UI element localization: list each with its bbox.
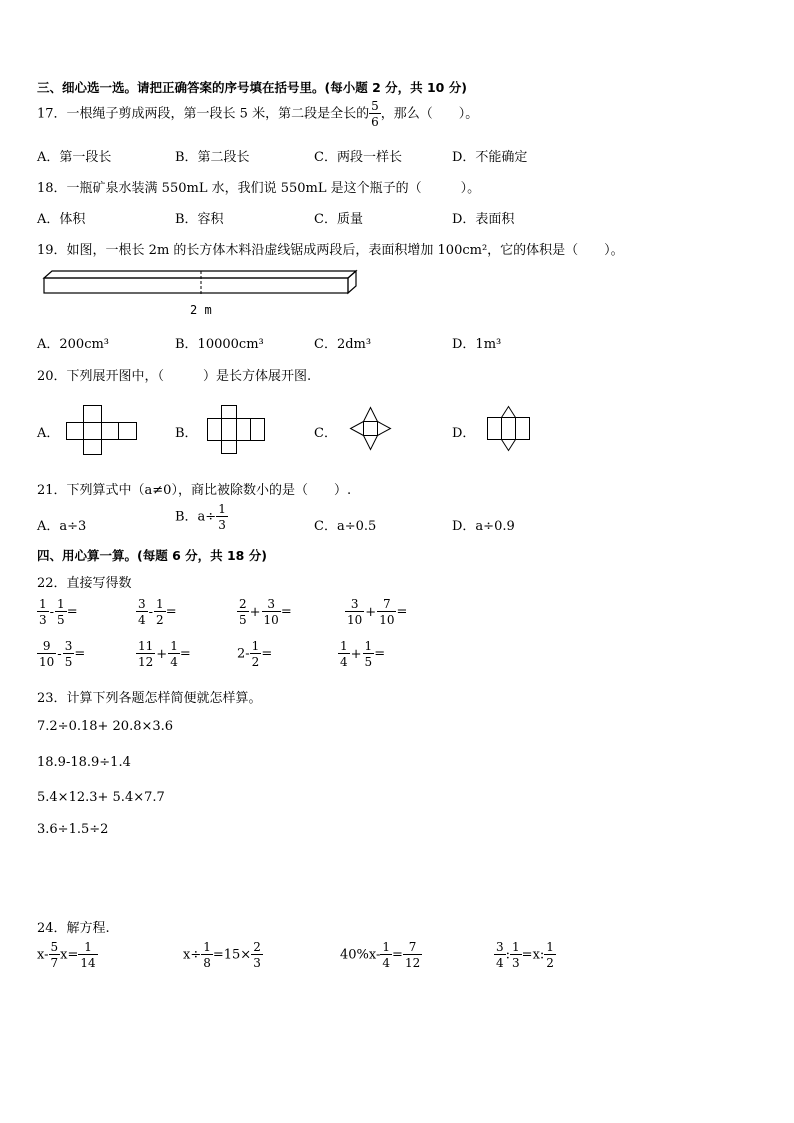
q21-option-b-prefix: B．a÷ (175, 509, 217, 525)
section4-heading: 四、用心算一算。(每题 6 分，共 18 分) (37, 548, 267, 563)
q18-stem: 18．一瓶矿泉水装满 550mL 水，我们说 550mL 是这个瓶子的（ ）。 (37, 181, 481, 196)
q21-option-b[interactable] (175, 503, 228, 531)
q21-b-denominator: 3 (218, 518, 226, 532)
q19-option-c[interactable]: C．2dm³ (314, 337, 372, 352)
q19-figure-label: 2 m (190, 303, 212, 317)
q21-option-a[interactable]: A．a÷3 (37, 519, 87, 534)
q22-r1-item1: $\frac{1}{3}$ - $\frac{1}{5}$ = (39, 597, 78, 627)
q17-option-d[interactable]: D．不能确定 (452, 150, 528, 165)
q18-option-a[interactable]: A．体积 (37, 212, 86, 227)
q20-option-c[interactable]: C． (314, 426, 337, 441)
q21-option-c[interactable]: C．a÷0.5 (314, 519, 377, 534)
q17-frac-denominator: 6 (371, 115, 379, 129)
q18-option-d[interactable]: D．表面积 (452, 212, 515, 227)
q17-frac-numerator: 5 (371, 99, 379, 113)
q23-stem: 23．计算下列各题怎样简便就怎样算。 (37, 691, 262, 706)
q22-r1-item4: $\frac{3}{10}$ + $\frac{7}{10}$ = (347, 597, 408, 627)
q24-equation-2: x÷ $\frac{1}{8}$ =15× $\frac{2}{3}$ (183, 940, 261, 970)
q17-prefix: 17．一根绳子剪成两段，第一段长 5 米，第二段是全长的 (37, 106, 370, 122)
q22-r2-item3: 2- $\frac{1}{2}$ = (237, 639, 273, 669)
q21-option-b-fraction (216, 503, 228, 531)
q24-stem: 24．解方程. (37, 921, 110, 936)
q20-net-c-icon (349, 406, 393, 452)
q23-item-3: 5.4×12.3+ 5.4×7.7 (37, 790, 165, 805)
q19-option-d[interactable]: D．1m³ (452, 337, 502, 352)
q19-option-a[interactable]: A．200cm³ (37, 337, 110, 352)
q21-stem: 21．下列算式中（a≠0），商比被除数小的是（ ）. (37, 483, 352, 498)
q20-net-b-icon (207, 404, 267, 456)
q22-r2-item1: $\frac{9}{10}$ - $\frac{3}{5}$ = (39, 639, 86, 669)
q24-equation-3: 40%x- $\frac{1}{4}$ = $\frac{7}{12}$ (340, 940, 421, 970)
q21-option-d[interactable]: D．a÷0.9 (452, 519, 515, 534)
q17-stem (37, 100, 478, 128)
q24-equation-1: x- $\frac{5}{7}$ x= $\frac{1}{14}$ (37, 940, 96, 970)
q24-equation-4: $\frac{3}{4}$ : $\frac{1}{3}$ =x: $\frac{1}{2}$ (496, 940, 554, 970)
q23-item-4: 3.6÷1.5÷2 (37, 822, 109, 837)
q19-option-b[interactable]: B．10000cm³ (175, 337, 264, 352)
q17-fraction (369, 100, 381, 128)
q19-stem: 19．如图，一根长 2m 的长方体木料沿虚线锯成两段后，表面积增加 100cm²，它的体积是（ ）。 (37, 243, 624, 258)
q20-option-b[interactable]: B． (175, 426, 198, 441)
q22-r1-item3: $\frac{2}{5}$ + $\frac{3}{10}$ = (239, 597, 292, 627)
q20-net-a-icon (66, 404, 138, 456)
q17-option-b[interactable]: B．第二段长 (175, 150, 250, 165)
q20-stem: 20．下列展开图中，（ ）是长方体展开图. (37, 369, 312, 384)
q22-r1-item2: $\frac{3}{4}$ - $\frac{1}{2}$ = (138, 597, 177, 627)
q22-r2-item4: $\frac{1}{4}$ + $\frac{1}{5}$ = (340, 639, 386, 669)
q20-net-d-icon (486, 405, 532, 453)
q20-option-d[interactable]: D． (452, 426, 476, 441)
q18-option-b[interactable]: B．容积 (175, 212, 224, 227)
q17-option-c[interactable]: C．两段一样长 (314, 150, 402, 165)
section3-heading: 三、细心选一选。请把正确答案的序号填在括号里。(每小题 2 分，共 10 分) (37, 80, 467, 95)
q20-option-a[interactable]: A． (37, 426, 60, 441)
q22-stem: 22．直接写得数 (37, 576, 132, 591)
q19-wood-bar-figure (40, 268, 370, 298)
q23-item-2: 18.9-18.9÷1.4 (37, 755, 131, 770)
q18-option-c[interactable]: C．质量 (314, 212, 363, 227)
q17-option-a[interactable]: A．第一段长 (37, 150, 112, 165)
q23-item-1: 7.2÷0.18+ 20.8×3.6 (37, 719, 174, 734)
q21-b-numerator: 1 (218, 502, 226, 516)
q17-suffix: ，那么（ ）。 (380, 106, 479, 122)
q22-r2-item2: $\frac{11}{12}$ + $\frac{1}{4}$ = (138, 639, 191, 669)
